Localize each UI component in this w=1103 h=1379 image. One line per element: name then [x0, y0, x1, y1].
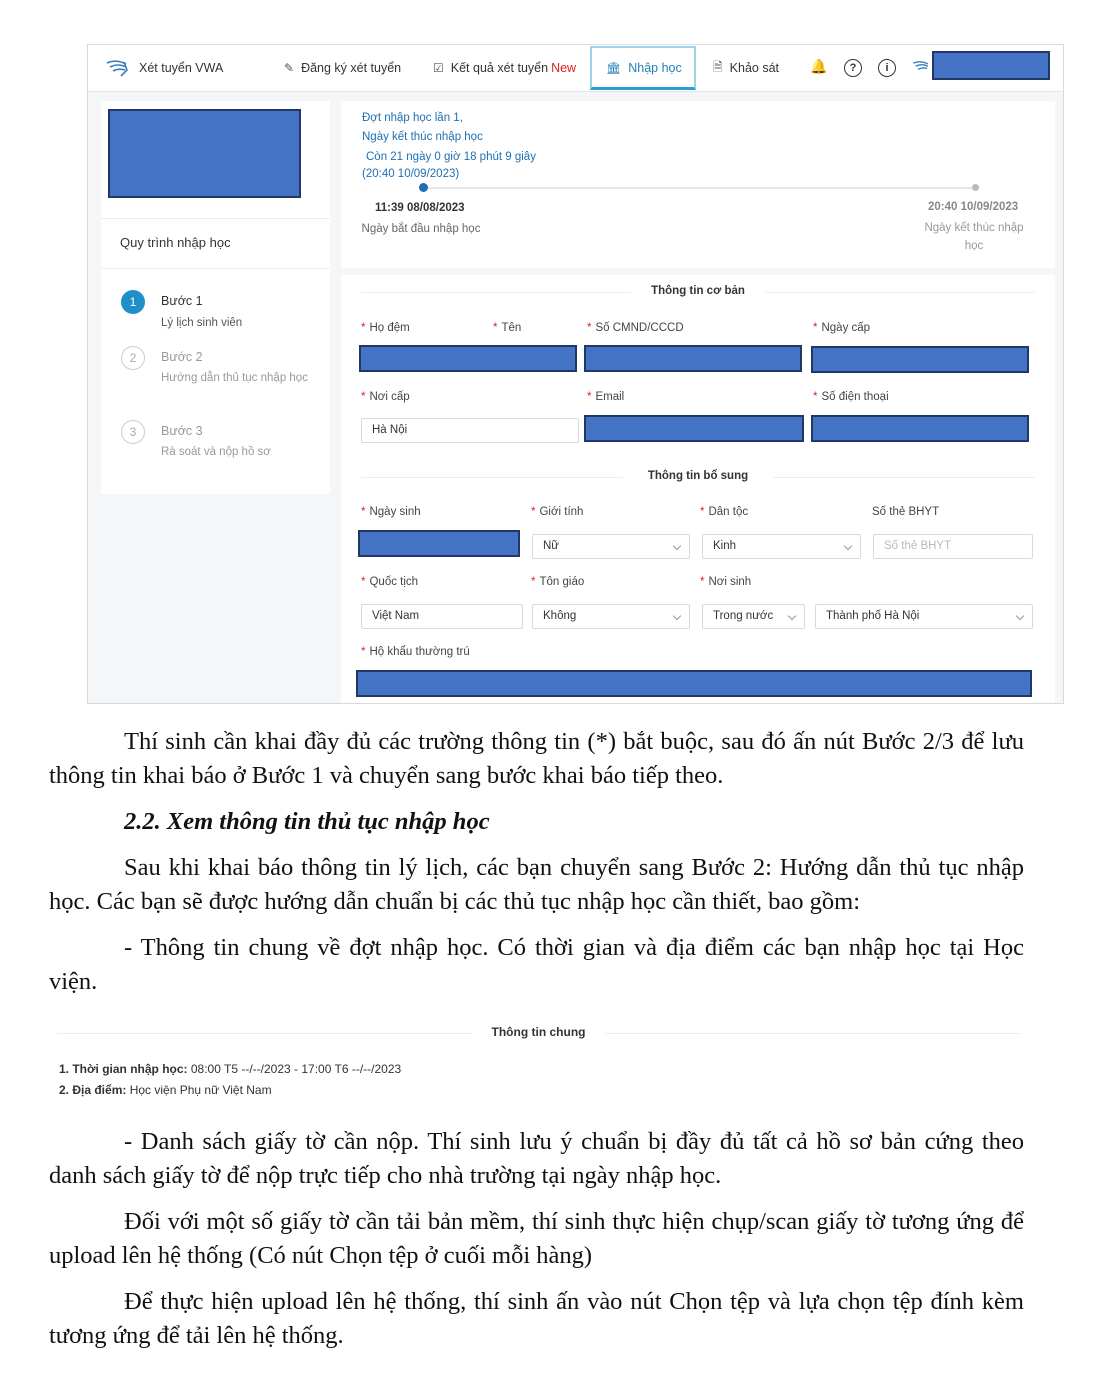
info-time: 1. Thời gian nhập học: 08:00 T5 --/--/2023 - 17:00 T6 --/--/2023	[59, 1062, 402, 1076]
step-number: 1	[121, 290, 145, 314]
general-info-title: Thông tin chung	[491, 1025, 586, 1039]
chevron-down-icon	[844, 542, 852, 550]
noi-sinh-country-select[interactable]: Trong nước	[702, 604, 805, 629]
label-bhyt: Số thẻ BHYT	[872, 506, 940, 518]
cmnd-field[interactable]	[584, 345, 802, 372]
step-desc: Rà soát và nộp hồ sơ	[161, 446, 271, 458]
chevron-down-icon	[673, 542, 681, 550]
timeline-panel	[341, 101, 1055, 268]
nav-nhap-hoc[interactable]	[590, 46, 696, 90]
bank-icon: 🏛	[606, 60, 622, 75]
step-number: 3	[121, 420, 145, 444]
divider	[101, 218, 330, 219]
label-ho-khau: * Hộ khẩu thường trú	[361, 646, 470, 658]
label-email: * Email	[587, 391, 625, 403]
timeline-track	[422, 187, 976, 189]
label-ngay-cap: * Ngày cấp	[813, 322, 871, 334]
user-logo-icon	[911, 59, 931, 75]
ho-khau-field[interactable]	[356, 670, 1032, 697]
timeline-end-dot	[972, 184, 979, 191]
nav-label: Kết quả xét tuyển	[450, 61, 549, 75]
step-number: 2	[121, 346, 145, 370]
paragraph: Đối với một số giấy tờ cần tải bản mềm, thí sinh thực hiện chụp/scan giấy tờ tương ứng để upload lên hệ thống (Có nút Chọn tệp ở cuối mỗi hàng)	[49, 1208, 1024, 1269]
top-navbar	[88, 45, 1063, 92]
countdown: Còn 21 ngày 0 giờ 18 phút 9 giây	[366, 151, 536, 163]
redacted-username	[932, 51, 1050, 80]
checkbox-icon: ☑	[433, 61, 444, 75]
paragraph: Thí sinh cần khai đầy đủ các trường thông tin (*) bắt buộc, sau đó ấn nút Bước 2/3 để lưu thông tin khai báo ở Bước 1 và chuyển sang bước khai báo tiếp theo.	[49, 728, 1024, 789]
brand[interactable]	[104, 45, 223, 91]
help-icon[interactable]: ?	[844, 59, 862, 77]
noi-sinh-province-select[interactable]: Thành phố Hà Nội	[815, 604, 1033, 629]
label-gioi-tinh: * Giới tính	[531, 506, 584, 518]
divider	[773, 477, 1035, 478]
nav-label: Khảo sát	[729, 61, 779, 75]
label-ten: * Tên	[493, 322, 522, 334]
end-datetime: (20:40 10/09/2023)	[362, 168, 460, 180]
nav-label: Nhập học	[628, 60, 682, 75]
new-badge: New	[551, 61, 577, 75]
form-panel	[341, 275, 1055, 704]
bhyt-input[interactable]: Số thẻ BHYT	[873, 534, 1033, 559]
ho-ten-field[interactable]	[359, 345, 577, 372]
gioi-tinh-select[interactable]: Nữ	[532, 534, 690, 559]
divider	[765, 292, 1035, 293]
paragraph: Để thực hiện upload lên hệ thống, thí sinh ấn vào nút Chọn tệp và lựa chọn tệp đính kèm tương ứng để tải lên hệ thống.	[49, 1288, 1024, 1349]
paragraph: - Danh sách giấy tờ cần nộp. Thí sinh lưu ý chuẩn bị đầy đủ tất cả hồ sơ bản cứng theo danh sách giấy tờ để nộp trực tiếp cho nhà trường tại ngày nhập học.	[49, 1128, 1024, 1189]
start-caption: Ngày bắt đầu nhập học	[361, 223, 481, 235]
label-ho-dem: * Họ đệm	[361, 322, 410, 334]
paragraph: Sau khi khai báo thông tin lý lịch, các bạn chuyển sang Bước 2: Hướng dẫn thủ tục nhập học. Các bạn sẽ được hướng dẫn chuẩn bị các thủ tục nhập học cần thiết, bao gồm:	[49, 854, 1024, 915]
label-dan-toc: * Dân tộc	[700, 506, 749, 518]
sdt-field[interactable]	[811, 415, 1029, 442]
sidebar-title: Quy trình nhập học	[120, 235, 231, 250]
logo-icon	[104, 58, 130, 78]
info-place: 2. Địa điểm: Học viện Phụ nữ Việt Nam	[59, 1083, 272, 1097]
end-date: 20:40 10/09/2023	[928, 201, 1019, 213]
divider	[101, 268, 330, 269]
brand-label: Xét tuyển VWA	[139, 61, 224, 75]
section-heading: 2.2. Xem thông tin thủ tục nhập học	[124, 808, 490, 835]
step-desc: Lý lịch sinh viên	[161, 317, 243, 329]
bell-icon[interactable]: 🔔	[810, 58, 828, 74]
email-field[interactable]	[584, 415, 804, 442]
step-name: Bước 1	[161, 294, 203, 308]
extra-info-title: Thông tin bổ sung	[647, 470, 749, 482]
nav-khao-sat[interactable]	[713, 45, 779, 91]
redacted-avatar	[108, 109, 301, 198]
ngay-sinh-field[interactable]	[358, 530, 520, 557]
start-date: 11:39 08/08/2023	[375, 202, 465, 214]
nav-dang-ky[interactable]	[284, 45, 401, 91]
paragraph: - Thông tin chung về đợt nhập học. Có thời gian và địa điểm các bạn nhập học tại Học viện.	[49, 934, 1024, 995]
chevron-down-icon	[788, 612, 796, 620]
app-screenshot	[87, 44, 1064, 704]
label-ton-giao: * Tôn giáo	[531, 576, 585, 588]
document-icon: 🗎	[713, 59, 723, 74]
label-noi-sinh: * Nơi sinh	[700, 576, 752, 588]
end-label: Ngày kết thúc nhập học	[362, 131, 483, 143]
nav-ket-qua[interactable]	[433, 45, 576, 91]
basic-info-title: Thông tin cơ bản	[651, 285, 745, 297]
dan-toc-select[interactable]: Kinh	[702, 534, 861, 559]
noi-cap-input[interactable]: Hà Nội	[361, 418, 579, 443]
label-quoc-tich: * Quốc tịch	[361, 576, 419, 588]
sidebar	[101, 101, 330, 494]
step-desc: Hướng dẫn thủ tục nhập học	[161, 372, 308, 384]
info-icon[interactable]: i	[878, 59, 896, 77]
edit-icon: ✎	[284, 61, 295, 75]
label-sdt: * Số điện thoại	[813, 391, 889, 403]
chevron-down-icon	[1016, 612, 1024, 620]
step-name: Bước 2	[161, 350, 203, 364]
nav-label: Đăng ký xét tuyển	[301, 61, 402, 75]
step-name: Bước 3	[161, 424, 203, 438]
round-label: Đợt nhập học lần 1,	[362, 112, 463, 124]
quoc-tich-input[interactable]: Việt Nam	[361, 604, 523, 629]
ton-giao-select[interactable]: Không	[532, 604, 690, 629]
ngay-cap-field[interactable]	[811, 346, 1029, 373]
label-ngay-sinh: * Ngày sinh	[361, 506, 421, 518]
timeline-start-dot	[419, 183, 428, 192]
label-noi-cap: * Nơi cấp	[361, 391, 410, 403]
label-cmnd: * Số CMND/CCCD	[587, 322, 684, 334]
divider	[605, 1033, 1020, 1034]
chevron-down-icon	[673, 612, 681, 620]
end-caption: Ngày kết thúc nhập học	[924, 222, 1024, 252]
